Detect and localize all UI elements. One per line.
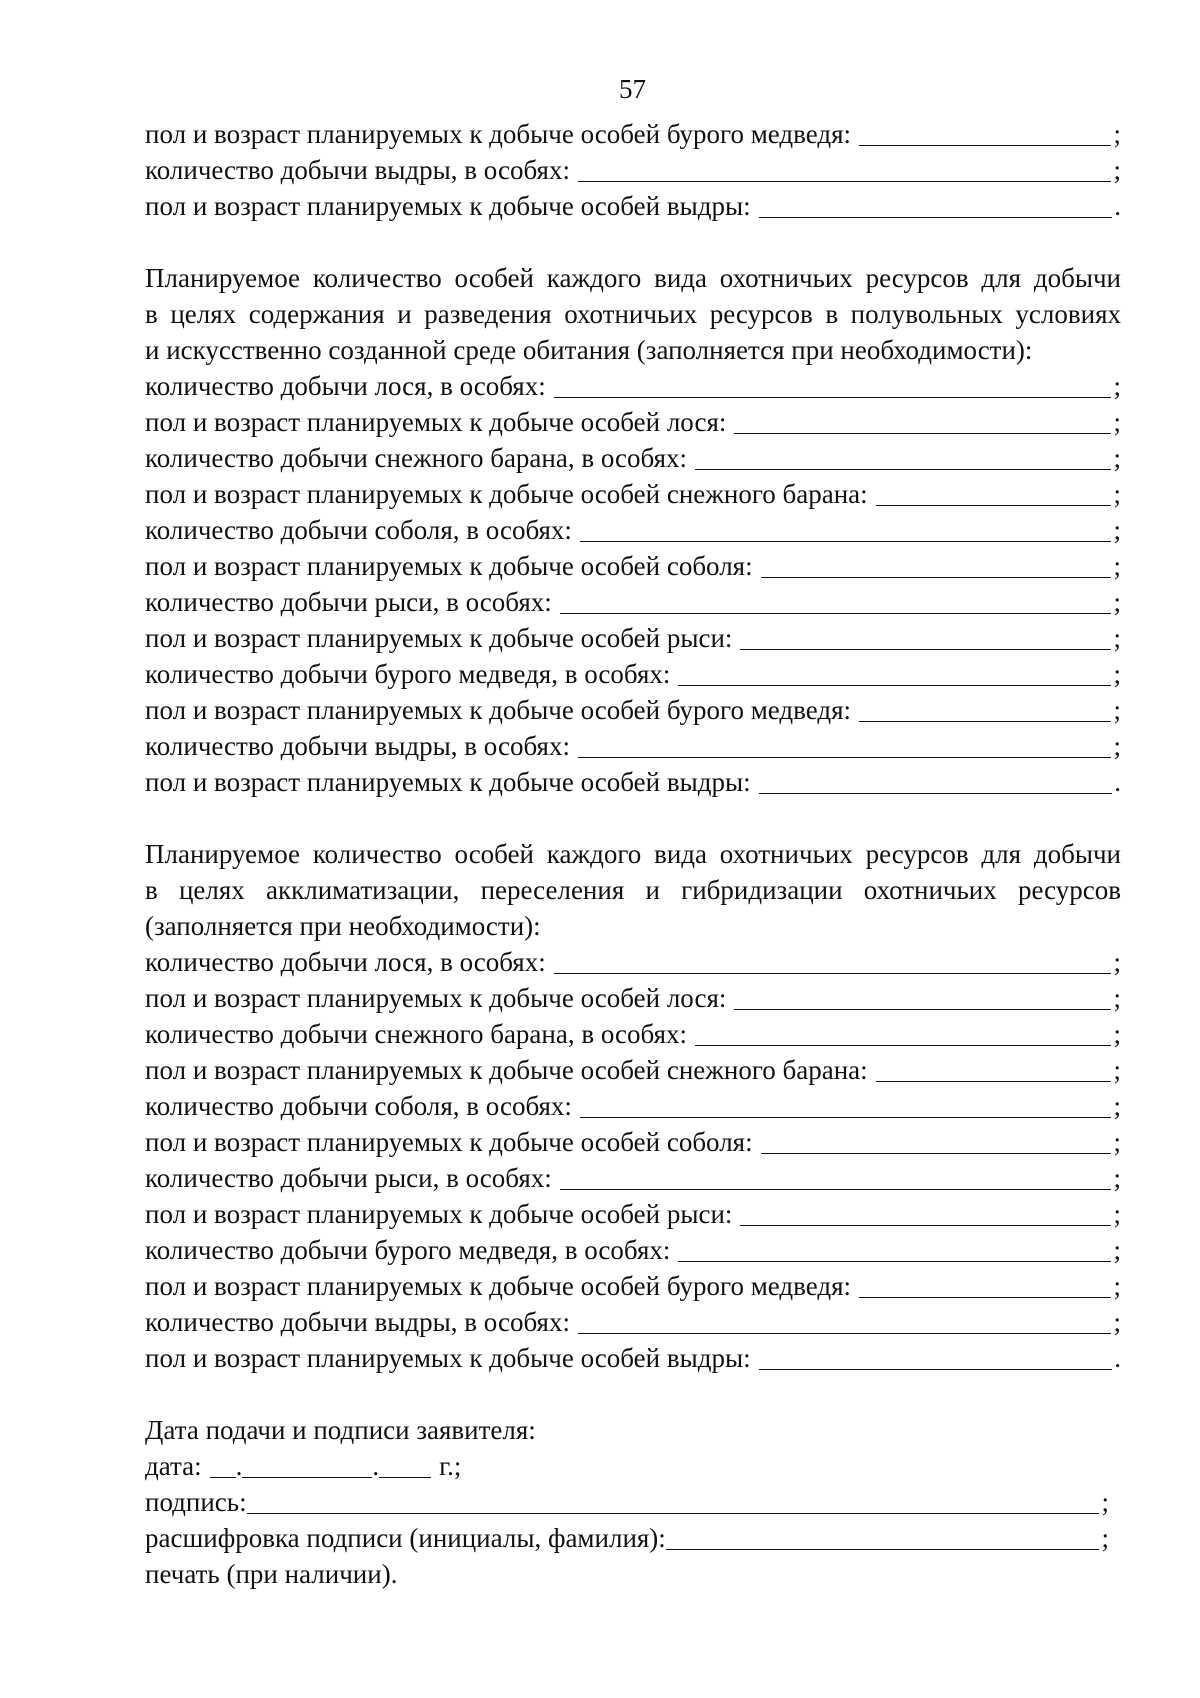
line-end: ; [1113,623,1121,653]
field-label: количество добычи рыси, в особях: [145,1163,552,1193]
line-end: ; [1113,1163,1121,1193]
form-line [145,944,1121,980]
section-intro-line: Планируемое количество особей каждого вида охотничьих ресурсов для добычи [145,263,1121,293]
form-line [145,980,1121,1016]
field-label: количество добычи лося, в особях: [145,947,546,977]
signature-block [145,1412,1121,1592]
fill-in-field[interactable] [678,1235,1111,1262]
field-label: пол и возраст планируемых к добыче особей лося: [145,407,727,437]
form-line [145,152,1121,188]
date-day-field[interactable] [210,1451,236,1478]
line-end: ; [1113,1055,1121,1085]
line-end: ; [1113,659,1121,689]
fill-in-field[interactable] [695,1019,1111,1046]
fill-in-field[interactable] [734,407,1111,434]
line-end: ; [1113,695,1121,725]
form-line [145,1052,1121,1088]
fill-in-field[interactable] [740,623,1111,650]
form-line [145,1160,1121,1196]
fill-in-field[interactable] [554,371,1112,398]
field-label: пол и возраст планируемых к добыче особей выдры: [145,767,751,797]
line-end: ; [1113,1199,1121,1229]
field-label: пол и возраст планируемых к добыче особей соболя: [145,551,753,581]
line-end: ; [1113,479,1121,509]
fill-in-field[interactable] [578,1307,1112,1334]
signature-field[interactable] [247,1487,1100,1514]
form-line [145,440,1121,476]
line-end: ; [1113,119,1121,149]
field-label: пол и возраст планируемых к добыче особей выдры: [145,1343,751,1373]
fill-in-field[interactable] [759,1343,1113,1370]
section-intro-line: Планируемое количество особей каждого вида охотничьих ресурсов для добычи [145,839,1121,869]
field-label: количество добычи выдры, в особях: [145,1307,570,1337]
form-line [145,620,1121,656]
field-label: пол и возраст планируемых к добыче особей соболя: [145,1127,753,1157]
line-end: ; [1113,1127,1121,1157]
form-line [145,116,1121,152]
line-end: ; [1113,551,1121,581]
line-end: ; [1113,983,1121,1013]
field-label: количество добычи снежного барана, в особях: [145,443,687,473]
fill-in-field[interactable] [761,551,1112,578]
form-line [145,1232,1121,1268]
form-line [145,764,1121,800]
field-label: пол и возраст планируемых к добыче особей снежного барана: [145,479,868,509]
line-end: ; [1113,1019,1121,1049]
fill-in-field[interactable] [578,155,1112,182]
date-separator: . [372,1451,380,1481]
date-line [145,1448,1121,1484]
line-end: ; [1113,515,1121,545]
form-line [145,1088,1121,1124]
field-label: пол и возраст планируемых к добыче особей лося: [145,983,727,1013]
stamp-line: печать (при наличии). [145,1559,398,1589]
field-label: пол и возраст планируемых к добыче особей снежного барана: [145,1055,868,1085]
field-label: пол и возраст планируемых к добыче особей рыси: [145,623,733,653]
section-lines [145,944,1121,1376]
field-label: количество добычи лося, в особях: [145,371,546,401]
page-number: 57 [619,74,646,104]
form-line [145,404,1121,440]
line-end: ; [1101,1523,1109,1553]
line-end: ; [1113,407,1121,437]
form-line [145,584,1121,620]
line-end: ; [1113,1271,1121,1301]
line-end: ; [1113,443,1121,473]
fill-in-field[interactable] [580,515,1112,542]
decoding-line [145,1520,1121,1556]
top-lines [145,116,1121,224]
field-label: пол и возраст планируемых к добыче особей рыси: [145,1199,733,1229]
line-end: ; [1113,155,1121,185]
date-year-field[interactable] [379,1451,431,1478]
line-end: ; [1113,587,1121,617]
section-intro-line: в целях акклиматизации, переселения и гибридизации охотничьих ресурсов [145,875,1121,905]
form-line [145,728,1121,764]
section-lines [145,368,1121,800]
section-intro-line: и искусственно созданной среде обитания (заполняется при необходимости): [145,335,1033,365]
field-label: пол и возраст планируемых к добыче особей бурого медведя: [145,1271,852,1301]
fill-in-field[interactable] [859,119,1111,146]
field-label: количество добычи бурого медведя, в особях: [145,659,671,689]
form-line [145,188,1121,224]
line-end: . [1114,1343,1121,1373]
line-end: ; [1113,1091,1121,1121]
form-line [145,1196,1121,1232]
field-label: количество добычи соболя, в особях: [145,1091,572,1121]
decoding-label: расшифровка подписи (инициалы, фамилия): [145,1523,666,1553]
fill-in-field[interactable] [876,479,1112,506]
form-line [145,656,1121,692]
field-label: пол и возраст планируемых к добыче особей бурого медведя: [145,119,852,149]
date-label: дата: [145,1451,202,1481]
line-end: . [1114,767,1121,797]
form-line [145,368,1121,404]
signature-heading: Дата подачи и подписи заявителя: [145,1415,536,1445]
section-semi-free [145,260,1121,800]
field-label: пол и возраст планируемых к добыче особей бурого медведя: [145,695,852,725]
fill-in-field[interactable] [560,587,1112,614]
form-content [145,116,1121,1592]
fill-in-field[interactable] [876,1055,1112,1082]
form-line [145,1016,1121,1052]
field-label: количество добычи соболя, в особях: [145,515,572,545]
line-end: ; [1113,1307,1121,1337]
field-label: количество добычи снежного барана, в особях: [145,1019,687,1049]
fill-in-field[interactable] [759,191,1113,218]
fill-in-field[interactable] [580,1091,1112,1118]
form-line [145,1268,1121,1304]
fill-in-field[interactable] [859,1271,1111,1298]
line-end: ; [1101,1487,1109,1517]
field-label: количество добычи выдры, в особях: [145,731,570,761]
line-end: ; [1113,947,1121,977]
form-line [145,1124,1121,1160]
field-label: количество добычи бурого медведя, в особях: [145,1235,671,1265]
fill-in-field[interactable] [578,731,1112,758]
fill-in-field[interactable] [560,1163,1112,1190]
field-label: пол и возраст планируемых к добыче особей выдры: [145,191,751,221]
signature-label: подпись: [145,1487,247,1517]
fill-in-field[interactable] [554,947,1112,974]
date-separator: . [235,1451,243,1481]
fill-in-field[interactable] [734,983,1111,1010]
date-suffix: г.; [439,1451,462,1481]
line-end: . [1114,191,1121,221]
section-intro-line: (заполняется при необходимости): [145,911,541,941]
field-label: количество добычи рыси, в особях: [145,587,552,617]
line-end: ; [1113,1235,1121,1265]
fill-in-field[interactable] [695,443,1111,470]
section-acclimatization [145,836,1121,1376]
form-line [145,512,1121,548]
form-line [145,1304,1121,1340]
fill-in-field[interactable] [759,767,1113,794]
signature-line [145,1484,1121,1520]
form-line [145,692,1121,728]
section-intro-line: в целях содержания и разведения охотничьих ресурсов в полувольных условиях [145,299,1121,329]
line-end: ; [1113,371,1121,401]
line-end: ; [1113,731,1121,761]
form-line [145,548,1121,584]
fill-in-field[interactable] [678,659,1111,686]
fill-in-field[interactable] [859,695,1111,722]
field-label: количество добычи выдры, в особях: [145,155,570,185]
fill-in-field[interactable] [761,1127,1112,1154]
date-month-field[interactable] [242,1451,372,1478]
form-line [145,476,1121,512]
form-line [145,1340,1121,1376]
decoding-field[interactable] [666,1523,1100,1550]
fill-in-field[interactable] [740,1199,1111,1226]
